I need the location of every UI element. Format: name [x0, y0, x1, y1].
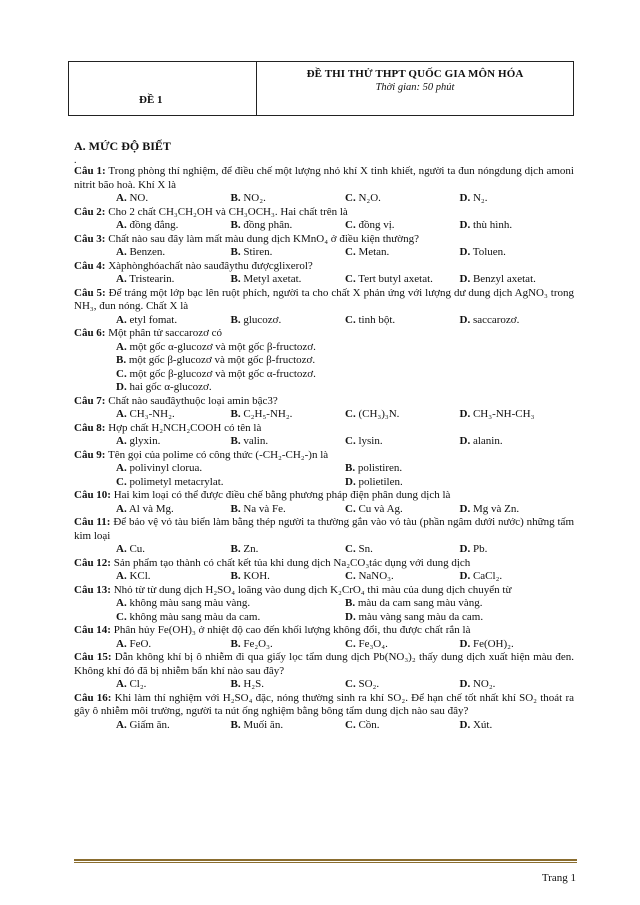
exam-time: Thời gian: 50 phút [375, 82, 455, 93]
options-row [74, 597, 574, 611]
question-text: Dẫn không khí bị ô nhiễm đi qua giấy lọc tẩm dung dịch Pb(NO₃)₂ thấy dung dịch xuất hiện màu đen. Không khí đó đã bị nhiễm bẩn khí nào sau đây? [74, 651, 574, 677]
option-text: NO. [126, 192, 149, 204]
option-letter: D. [459, 246, 471, 258]
answer-option[interactable] [345, 408, 460, 422]
answer-option[interactable] [460, 219, 575, 233]
answer-option[interactable] [116, 719, 231, 733]
option-text: Muối ăn. [240, 718, 284, 731]
option-letter: A. [116, 313, 127, 326]
answer-option[interactable] [231, 678, 346, 692]
option-text: lysin. [355, 435, 383, 447]
question-stem [74, 449, 574, 463]
options-row [74, 381, 574, 395]
answer-option[interactable] [460, 719, 575, 733]
option-letter: B. [230, 192, 241, 204]
question-stem [74, 206, 574, 220]
option-letter: C. [345, 219, 356, 231]
options-row [74, 273, 574, 287]
option-letter: C. [345, 313, 356, 326]
question-stem [74, 489, 574, 503]
option-text: một gốc β-glucozơ và một gốc α-fructozơ. [126, 367, 316, 380]
option-letter: B. [230, 637, 241, 650]
question-text: Để tráng một lớp bạc lên ruột phích, người ta cho chất X phản ứng với lượng dư dung dịch AgNO₃ trong NH₃, đun nóng. Chất X là [74, 286, 574, 312]
options-row [74, 719, 574, 733]
option-text: C₂H₅-NH₂. [240, 408, 293, 420]
option-text: Metyl axetat. [240, 273, 302, 285]
answer-option[interactable] [345, 638, 460, 652]
option-text: Pb. [470, 543, 488, 555]
question-number: Câu 4: [74, 259, 106, 272]
answer-option[interactable] [116, 503, 231, 517]
option-text: Tert butyl axetat. [355, 273, 433, 285]
option-letter: A. [116, 718, 127, 731]
option-letter: C. [345, 502, 356, 515]
option-text: Al và Mg. [126, 502, 174, 515]
option-text: SO₂. [355, 678, 380, 690]
option-letter: D. [459, 408, 471, 420]
option-text: CaCl₂. [470, 570, 503, 582]
option-text: polistiren. [355, 462, 403, 474]
options-row [74, 408, 574, 422]
option-letter: C. [345, 192, 356, 204]
question-stem [74, 557, 574, 571]
option-letter: B. [230, 435, 241, 447]
question-text: Nhỏ từ từ dung dịch H₂SO₄ loãng vào dung dịch K₂CrO₄ thì màu của dung dịch chuyển từ [110, 583, 512, 596]
option-letter: C. [345, 408, 356, 420]
option-text: NaNO₃. [355, 570, 394, 582]
header-right-cell [257, 62, 573, 115]
option-letter: D. [459, 502, 471, 515]
answer-option[interactable] [116, 408, 231, 422]
answer-option[interactable] [345, 462, 574, 476]
option-letter: D. [345, 475, 356, 488]
answer-option[interactable] [116, 570, 231, 584]
question-number: Câu 10: [74, 489, 111, 501]
option-letter: D. [459, 718, 471, 731]
exam-code: ĐỀ 1 [139, 94, 163, 106]
answer-option[interactable] [231, 503, 346, 517]
answer-option[interactable] [231, 719, 346, 733]
answer-option[interactable] [345, 570, 460, 584]
question-stem [74, 260, 574, 274]
question-number: Câu 12: [74, 556, 111, 569]
question-stem [74, 516, 574, 543]
answer-option[interactable] [116, 381, 232, 395]
options-row [74, 611, 574, 625]
options-row [74, 341, 574, 355]
footer-rule [74, 859, 577, 861]
options-row [74, 462, 574, 476]
page-number: Trang 1 [541, 872, 576, 884]
answer-option[interactable] [116, 340, 316, 355]
answer-option[interactable] [345, 219, 460, 233]
answer-option[interactable] [231, 246, 346, 260]
option-text: một gốc α-glucozơ và một gốc β-fructozơ. [126, 340, 316, 353]
question-text: Hai kim loại có thể được điều chế bằng phương pháp điện phân dung dịch là [110, 489, 451, 501]
answer-option[interactable] [345, 435, 460, 449]
option-letter: A. [116, 273, 127, 285]
option-letter: A. [116, 502, 127, 515]
question-text: Hợp chất H₂NCH₂COOH có tên là [105, 421, 262, 434]
question-stem [74, 327, 574, 341]
answer-option[interactable] [460, 192, 575, 206]
option-letter: C. [116, 475, 127, 488]
option-letter: C. [345, 637, 356, 650]
option-letter: B. [230, 313, 241, 326]
option-text: Cl₂. [126, 678, 147, 690]
question-stem [74, 287, 574, 314]
option-text: glyxin. [126, 435, 161, 447]
option-text: Zn. [240, 543, 259, 555]
option-text: Cu. [126, 543, 146, 555]
option-text: một gốc β-glucozơ và một gốc β-fructozơ. [126, 354, 316, 366]
option-text: Fe₃O₄. [355, 637, 388, 650]
answer-option[interactable] [231, 543, 346, 557]
options-row [74, 368, 574, 382]
answer-option[interactable] [116, 462, 345, 476]
answer-option[interactable] [345, 476, 574, 490]
option-letter: B. [230, 246, 241, 258]
option-letter: A. [116, 543, 127, 555]
option-letter: B. [230, 678, 241, 690]
answer-option[interactable] [460, 503, 575, 517]
answer-option[interactable] [231, 638, 346, 652]
answer-option[interactable] [116, 192, 231, 206]
answer-option[interactable] [231, 219, 346, 233]
options-row [74, 638, 574, 652]
answer-option[interactable] [460, 273, 575, 287]
question-number: Câu 6: [74, 327, 106, 339]
option-text: saccarozơ. [470, 313, 520, 326]
option-text: màu vàng sang màu da cam. [355, 610, 484, 623]
answer-option[interactable] [460, 543, 575, 557]
options-row [74, 543, 574, 557]
options-row [74, 570, 574, 584]
header-table [68, 61, 574, 116]
option-letter: D. [345, 610, 356, 623]
option-letter: A. [116, 340, 127, 353]
answer-option[interactable] [116, 543, 231, 557]
option-text: Sn. [355, 543, 373, 555]
option-letter: D. [459, 192, 471, 204]
option-letter: B. [230, 718, 241, 731]
option-text: đồng đẳng. [126, 219, 179, 231]
options-row [74, 219, 574, 233]
option-letter: C. [345, 678, 356, 690]
option-text: H₂S. [240, 678, 264, 690]
option-text: N₂O. [355, 192, 381, 204]
answer-option[interactable] [345, 273, 460, 287]
option-text: không màu sang màu da cam. [126, 610, 261, 623]
option-text: valin. [240, 435, 269, 447]
option-text: polietilen. [355, 475, 403, 488]
options-row [74, 503, 574, 517]
options-row [74, 354, 574, 368]
option-text: CH₃-NH-CH₃ [470, 408, 535, 420]
answer-option[interactable] [460, 638, 575, 652]
option-letter: D. [459, 273, 471, 285]
question-number: Câu 11: [74, 516, 111, 528]
answer-option[interactable] [116, 354, 316, 368]
question-number: Câu 16: [74, 691, 112, 704]
question-text: Tên gọi của polime có công thức (-CH₂-CH₂-)n là [105, 448, 329, 461]
option-letter: A. [116, 408, 127, 420]
question-text: Chất nào sauđâythuộc loại amin bậc3? [105, 394, 278, 407]
option-text: Metan. [355, 246, 390, 258]
option-letter: A. [116, 246, 127, 258]
option-letter: C. [345, 435, 356, 447]
option-text: polimetyl metacrylat. [126, 475, 224, 488]
question-text: Chất nào sau đây làm mất màu dung dịch KMnO₄ ở điều kiện thường? [105, 232, 419, 245]
question-number: Câu 7: [74, 394, 106, 407]
option-letter: B. [230, 502, 241, 515]
option-text: Giấm ăn. [126, 718, 170, 731]
option-text: etyl fomat. [126, 313, 178, 326]
option-text: Xút. [470, 718, 493, 731]
option-text: không màu sang màu vàng. [126, 597, 251, 609]
answer-option[interactable] [231, 408, 346, 422]
question-number: Câu 2: [74, 205, 106, 218]
answer-option[interactable] [116, 678, 231, 692]
answer-option[interactable] [116, 219, 231, 233]
answer-option[interactable] [231, 192, 346, 206]
option-letter: A. [116, 219, 127, 231]
option-letter: A. [116, 678, 127, 690]
option-letter: B. [116, 354, 127, 366]
option-letter: B. [230, 273, 241, 285]
answer-option[interactable] [231, 570, 346, 584]
option-text: Toluen. [470, 246, 506, 258]
option-letter: A. [116, 192, 127, 204]
option-letter: C. [345, 273, 356, 285]
question-text: Xàphònghóachất nào sauđâythu đượcglixerol? [105, 259, 313, 272]
answer-option[interactable] [345, 597, 574, 611]
option-text: Mg và Zn. [470, 502, 520, 515]
answer-option[interactable] [116, 314, 231, 328]
answer-option[interactable] [231, 435, 346, 449]
option-letter: B. [230, 570, 241, 582]
question-stem [74, 584, 574, 598]
answer-option[interactable] [116, 435, 231, 449]
option-text: Benzyl axetat. [470, 273, 536, 285]
question-text: Cho 2 chất CH₃CH₂OH và CH₃OCH₃. Hai chất trên là [105, 205, 348, 218]
option-letter: D. [459, 637, 471, 650]
options-row [74, 314, 574, 328]
option-letter: B. [230, 543, 241, 555]
option-text: KOH. [240, 570, 270, 582]
question-list [74, 165, 574, 732]
option-text: thù hình. [470, 219, 513, 231]
option-text: NO₂. [470, 678, 496, 690]
option-letter: D. [459, 435, 471, 447]
options-row [74, 435, 574, 449]
question-stem [74, 233, 574, 247]
options-row [74, 192, 574, 206]
answer-option[interactable] [116, 246, 231, 260]
question-text: Phân hủy Fe(OH)₃ ở nhiệt độ cao đến khối lượng không đổi, thu được chất rắn là [110, 624, 471, 636]
option-text: Na và Fe. [240, 502, 286, 515]
option-letter: B. [230, 408, 241, 420]
option-text: CH₃-NH₂. [126, 408, 175, 420]
question-text: Trong phòng thí nghiệm, để điều chế một lượng nhỏ khí X tinh khiết, người ta đun nóngdung dịch amoni nitrit bão hoà. Khí X là [74, 165, 574, 191]
answer-option[interactable] [231, 314, 346, 328]
answer-option[interactable] [116, 597, 345, 611]
option-letter: D. [459, 313, 471, 326]
options-row [74, 476, 574, 490]
answer-option[interactable] [231, 273, 346, 287]
option-text: (CH₃)₃N. [355, 408, 400, 420]
option-letter: C. [116, 367, 127, 380]
option-letter: A. [116, 570, 127, 582]
question-number: Câu 8: [74, 421, 106, 434]
option-letter: C. [345, 718, 356, 731]
answer-option[interactable] [460, 678, 575, 692]
answer-option[interactable] [116, 611, 345, 625]
option-letter: A. [116, 435, 127, 447]
answer-option[interactable] [460, 408, 575, 422]
section-dot: . [74, 155, 77, 166]
option-letter: D. [459, 219, 471, 231]
option-letter: C. [345, 570, 356, 582]
option-text: Fe₂O₃. [240, 637, 273, 650]
answer-option[interactable] [345, 611, 574, 625]
question-number: Câu 13: [74, 583, 111, 596]
question-stem [74, 651, 574, 678]
option-text: Tristearin. [126, 273, 175, 285]
options-row [74, 246, 574, 260]
option-text: đồng phân. [240, 219, 293, 231]
option-letter: C. [116, 610, 127, 623]
question-stem [74, 624, 574, 638]
option-text: polivinyl clorua. [126, 462, 203, 474]
option-letter: A. [116, 597, 127, 609]
exam-title: ĐỀ THI THỬ THPT QUỐC GIA MÔN HÓA [306, 68, 524, 80]
option-text: Fe(OH)₂. [470, 637, 514, 650]
answer-option[interactable] [345, 678, 460, 692]
option-letter: A. [116, 637, 127, 650]
option-text: tinh bột. [355, 313, 396, 326]
option-text: alanin. [470, 435, 503, 447]
question-number: Câu 5: [74, 286, 106, 299]
answer-option[interactable] [116, 273, 231, 287]
option-text: Stiren. [240, 246, 273, 258]
answer-option[interactable] [345, 543, 460, 557]
option-letter: D. [459, 678, 471, 690]
option-letter: C. [345, 543, 356, 555]
option-text: glucozơ. [240, 313, 282, 326]
question-number: Câu 15: [74, 651, 112, 663]
question-stem [74, 422, 574, 436]
question-stem [74, 395, 574, 409]
answer-option[interactable] [345, 192, 460, 206]
question-text: Sản phẩm tạo thành có chất kết tủa khi dung dịch Na₂CO₃tác dụng với dung dịch [110, 556, 471, 569]
option-text: Benzen. [126, 246, 166, 258]
option-letter: B. [230, 219, 241, 231]
option-letter: A. [116, 462, 127, 474]
answer-option[interactable] [116, 476, 345, 490]
option-letter: D. [459, 570, 471, 582]
option-text: Cồn. [355, 718, 380, 731]
option-text: Cu và Ag. [355, 502, 403, 515]
answer-option[interactable] [345, 503, 460, 517]
option-letter: C. [345, 246, 356, 258]
answer-option[interactable] [345, 314, 460, 328]
footer-rule-thin [74, 862, 577, 863]
option-text: KCl. [126, 570, 151, 582]
question-number: Câu 1: [74, 165, 106, 177]
question-number: Câu 3: [74, 232, 106, 245]
header-left-cell [69, 62, 257, 115]
option-text: hai gốc α-glucozơ. [126, 381, 212, 393]
answer-option[interactable] [460, 435, 575, 449]
option-text: FeO. [126, 637, 152, 650]
answer-option[interactable] [116, 638, 231, 652]
answer-option[interactable] [116, 367, 316, 382]
option-letter: B. [345, 462, 356, 474]
question-text: Một phân tử saccarozơ có [105, 327, 223, 339]
option-letter: D. [459, 543, 471, 555]
answer-option[interactable] [460, 246, 575, 260]
option-letter: B. [345, 597, 356, 609]
question-text: Để bảo vệ vỏ tàu biển làm bằng thép người ta thường gắn vào vỏ tàu (phần ngâm dưới nước) những tấm kim loại [74, 516, 574, 542]
answer-option[interactable] [345, 246, 460, 260]
option-text: N₂. [470, 192, 488, 204]
question-text: Khi làm thí nghiệm với H₂SO₄ đặc, nóng thường sinh ra khí SO₂. Để hạn chế tốt nhất khí SO₂ thoát ra gây ô nhiễm môi trường, người ta nút ống nghiệm bằng bông tẩm dung dịch nào sau đây? [74, 691, 574, 717]
question-stem [74, 165, 574, 192]
section-title: A. MỨC ĐỘ BIẾT [74, 139, 171, 153]
question-number: Câu 9: [74, 448, 106, 461]
option-text: NO₂. [240, 192, 266, 204]
option-letter: D. [116, 381, 127, 393]
answer-option[interactable] [345, 719, 460, 733]
answer-option[interactable] [460, 314, 575, 328]
question-number: Câu 14: [74, 624, 111, 636]
option-text: màu da cam sang màu vàng. [355, 597, 483, 609]
answer-option[interactable] [460, 570, 575, 584]
question-stem [74, 692, 574, 719]
option-text: đồng vị. [355, 219, 395, 231]
options-row [74, 678, 574, 692]
